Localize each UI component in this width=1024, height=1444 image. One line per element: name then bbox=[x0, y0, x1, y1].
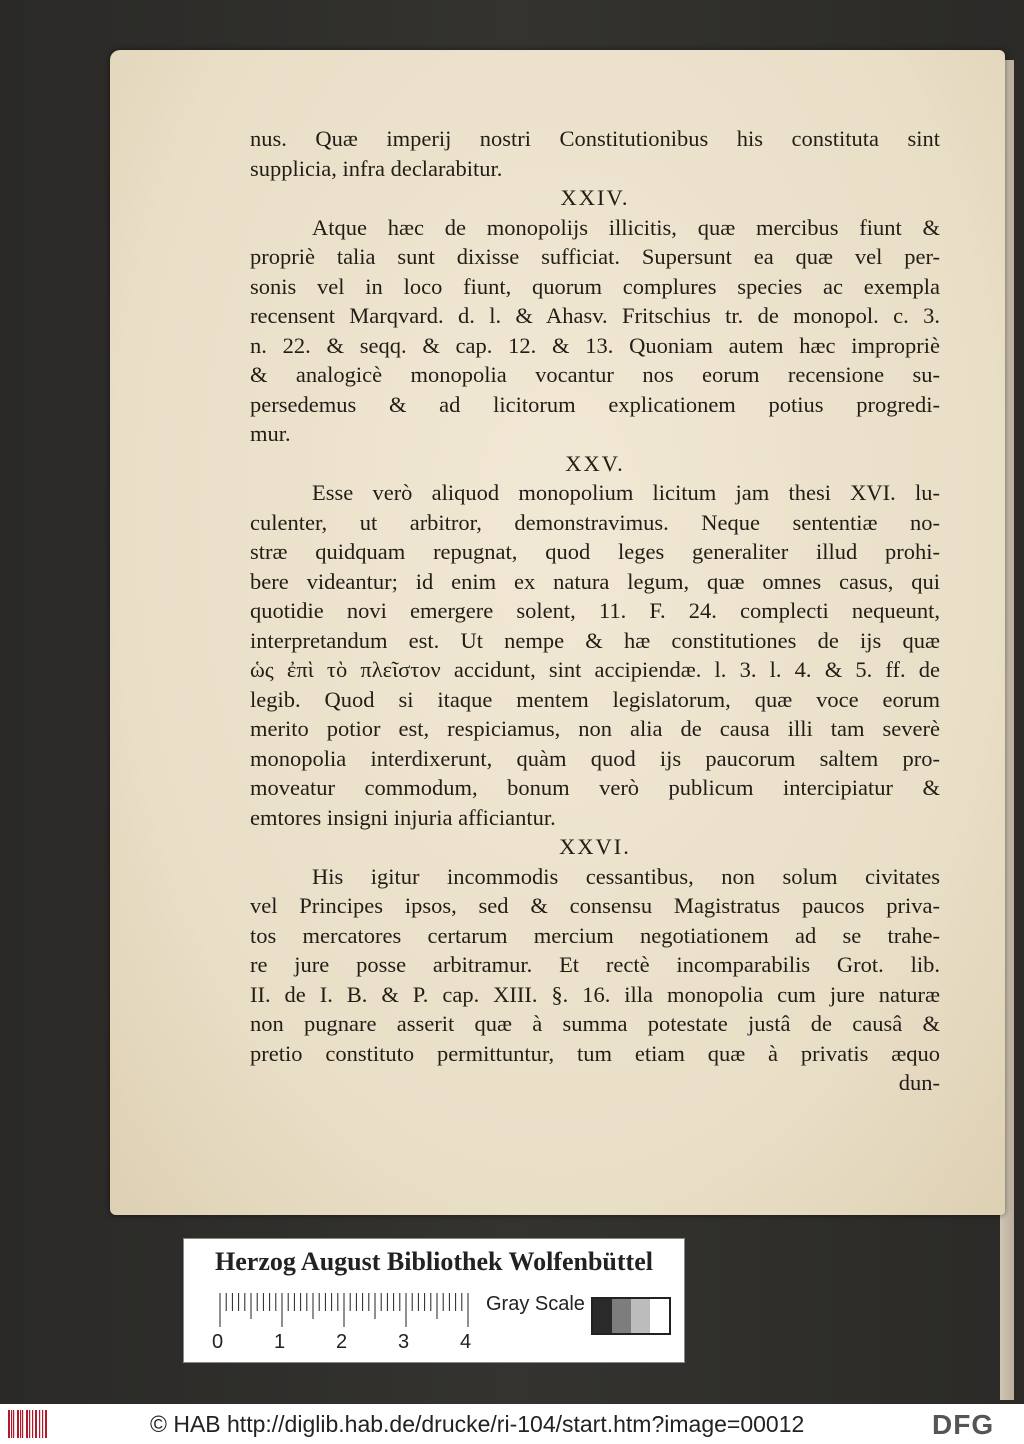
text-line: culenter, ut arbitror, demonstravimus. Neque sententiæ no- bbox=[250, 509, 940, 535]
text-line: vel Principes ipsos, sed & consensu Magistratus paucos priva- bbox=[250, 893, 940, 918]
text-line: tos mercatores certarum mercium negotiationem ad se trahe- bbox=[250, 922, 940, 948]
scale-number: 2 bbox=[336, 1331, 348, 1353]
text-line: sonis vel in loco fiunt, quorum complures species ac exempla bbox=[250, 273, 940, 299]
text-line: n. 22. & seqq. & cap. 12. & 13. Quoniam autem hæc impropriè bbox=[250, 332, 940, 358]
text-line: II. de I. B. & P. cap. XIII. §. 16. illa monopolia cum jure naturæ bbox=[250, 981, 940, 1007]
text-line: persedemus & ad licitorum explicationem potius progredi- bbox=[250, 391, 940, 417]
text-line: moveatur commodum, bonum verò publicum intercipiatur & bbox=[250, 775, 940, 800]
text-line: stræ quidquam repugnat, quod leges generaliter illud prohi- bbox=[250, 539, 940, 564]
gray-swatch bbox=[631, 1299, 650, 1333]
text-line: mur. bbox=[250, 421, 291, 446]
color-target-card bbox=[183, 1238, 685, 1363]
text-line: Esse verò aliquod monopolium licitum jam thesi XVI. lu- bbox=[312, 480, 940, 505]
text-line: quotidie novi emergere solent, 11. F. 24. complecti nequeunt, bbox=[250, 598, 940, 623]
text-line: merito potior est, respiciamus, non alia de causa illi tam severè bbox=[250, 716, 940, 741]
section-heading: XXVI. bbox=[559, 834, 631, 859]
library-name: Herzog August Bibliothek Wolfenbüttel bbox=[215, 1247, 653, 1276]
scale-number: 1 bbox=[274, 1331, 286, 1353]
section-heading: XXV. bbox=[565, 450, 625, 476]
text-line: legib. Quod si itaque mentem legislatorum, quæ voce eorum bbox=[250, 686, 940, 712]
text-line: recensent Marqvard. d. l. & Ahasv. Fritschius tr. de monopol. c. 3. bbox=[250, 303, 940, 328]
gray-swatch bbox=[650, 1299, 669, 1333]
scale-number: 0 bbox=[212, 1331, 224, 1353]
text-line: dun- bbox=[898, 1070, 940, 1095]
scale-number: 4 bbox=[460, 1331, 472, 1353]
gray-scale-swatches bbox=[591, 1297, 671, 1335]
gray-swatch bbox=[593, 1299, 612, 1333]
text-line: & analogicè monopolia vocantur nos eorum recensione su- bbox=[250, 362, 940, 387]
text-line: ὡς ἐπὶ τὸ πλεῖστον accidunt, sint accipiendæ. l. 3. l. 4. & 5. ff. de bbox=[250, 657, 940, 682]
text-line: Atque hæc de monopolijs illicitis, quæ mercibus fiunt & bbox=[312, 214, 940, 240]
text-line: pretio constituto permittuntur, tum etiam quæ à privatis æquo bbox=[250, 1040, 940, 1066]
text-line: emtores insigni injuria afficiantur. bbox=[250, 804, 556, 830]
text-line: His igitur incommodis cessantibus, non solum civitates bbox=[312, 863, 940, 889]
gray-swatch bbox=[612, 1299, 631, 1333]
text-line: supplicia, infra declarabitur. bbox=[250, 155, 503, 181]
section-heading: XXIV. bbox=[560, 185, 630, 210]
barcode-icon bbox=[8, 1410, 48, 1438]
text-line: interpretandum est. Ut nempe & hæ constitutiones de ijs quæ bbox=[250, 627, 940, 653]
text-line: bere videantur; id enim ex natura legum, quæ omnes casus, qui bbox=[250, 568, 940, 594]
text-line: monopolia interdixerunt, quàm quod ijs paucorum saltem pro- bbox=[250, 745, 940, 771]
text-line: propriè talia sunt dixisse sufficiat. Supersunt ea quæ vel per- bbox=[250, 244, 940, 269]
text-line: nus. Quæ imperij nostri Constitutionibus his constituta sint bbox=[250, 126, 940, 151]
scale-ruler bbox=[218, 1293, 478, 1327]
text-line: re jure posse arbitramur. Et rectè incomparabilis Grot. lib. bbox=[250, 952, 940, 977]
text-line: non pugnare asserit quæ à summa potestate justâ de causâ & bbox=[250, 1011, 940, 1036]
dfg-logo: DFG bbox=[932, 1409, 995, 1440]
page-text bbox=[250, 124, 940, 1098]
scale-number: 3 bbox=[398, 1331, 410, 1353]
source-url[interactable]: © HAB http://diglib.hab.de/drucke/ri-104/start.htm?image=00012 bbox=[150, 1411, 805, 1437]
footer-bar bbox=[0, 1404, 1024, 1444]
gray-scale-label: Gray Scale bbox=[486, 1293, 585, 1315]
